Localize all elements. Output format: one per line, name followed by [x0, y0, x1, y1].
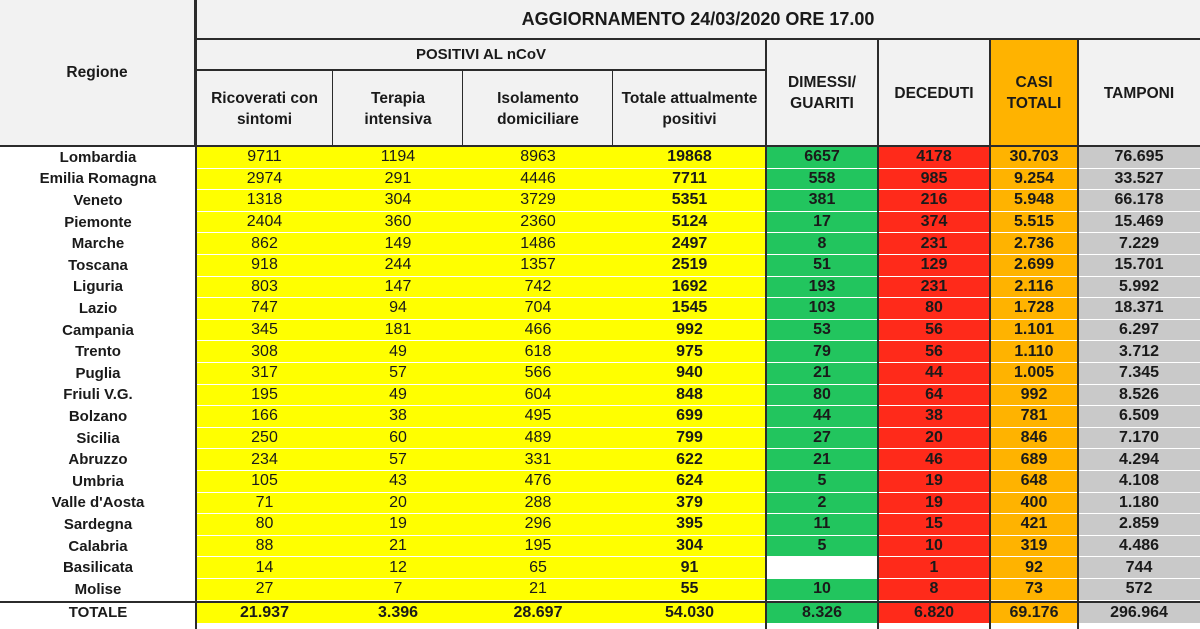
casi-totali-cell: 5.948	[990, 190, 1078, 211]
deceduti-cell: 56	[878, 320, 990, 341]
ricoverati-cell: 1318	[196, 190, 333, 211]
isolamento-header	[463, 71, 613, 146]
isolamento-cell: 604	[463, 385, 613, 406]
terapia-cell: 147	[333, 277, 463, 298]
region-cell: Lazio	[0, 298, 196, 319]
tamponi-cell: 8.526	[1078, 385, 1200, 406]
deceduti-cell: 374	[878, 212, 990, 233]
casi-totali-cell: 69.176	[990, 603, 1078, 624]
casi-totali-cell: 2.116	[990, 277, 1078, 298]
isolamento-cell: 566	[463, 363, 613, 384]
deceduti-cell: 56	[878, 341, 990, 362]
dimessi-cell: 2	[766, 493, 878, 514]
totale-positivi-cell: 2497	[613, 233, 766, 254]
region-cell: Trento	[0, 341, 196, 362]
isolamento-cell: 2360	[463, 212, 613, 233]
totale-positivi-cell: 55	[613, 579, 766, 600]
dimessi-cell: 193	[766, 277, 878, 298]
deceduti-cell: 985	[878, 169, 990, 190]
deceduti-cell: 80	[878, 298, 990, 319]
deceduti-cell: 46	[878, 449, 990, 470]
region-cell: Basilicata	[0, 557, 196, 578]
casi-totali-cell: 400	[990, 493, 1078, 514]
deceduti-cell: 19	[878, 493, 990, 514]
isolamento-cell: 288	[463, 493, 613, 514]
terapia-cell: 149	[333, 233, 463, 254]
dimessi-cell: 79	[766, 341, 878, 362]
region-cell: Campania	[0, 320, 196, 341]
isolamento-cell: 742	[463, 277, 613, 298]
positivi-group-label: POSITIVI AL nCoV	[415, 46, 546, 63]
totale-positivi-cell: 848	[613, 385, 766, 406]
terapia-cell: 19	[333, 514, 463, 535]
casi-totali-cell: 689	[990, 449, 1078, 470]
dimessi-cell: 6657	[766, 147, 878, 168]
dimessi-cell: 80	[766, 385, 878, 406]
ricoverati-cell: 918	[196, 255, 333, 276]
terapia-cell: 57	[333, 449, 463, 470]
region-cell: Veneto	[0, 190, 196, 211]
tamponi-header	[1078, 40, 1200, 146]
terapia-cell: 94	[333, 298, 463, 319]
region-cell: Valle d'Aosta	[0, 493, 196, 514]
deceduti-cell: 44	[878, 363, 990, 384]
tamponi-cell: 2.859	[1078, 514, 1200, 535]
dimessi-cell: 8.326	[766, 603, 878, 624]
tamponi-header-label: TAMPONI	[1103, 84, 1175, 102]
tamponi-cell: 33.527	[1078, 169, 1200, 190]
ricoverati-cell: 250	[196, 428, 333, 449]
dimessi-cell: 51	[766, 255, 878, 276]
ricoverati-cell: 14	[196, 557, 333, 578]
tamponi-cell: 6.509	[1078, 406, 1200, 427]
isolamento-cell: 8963	[463, 147, 613, 168]
tamponi-cell: 1.180	[1078, 493, 1200, 514]
totale-positivi-cell: 379	[613, 493, 766, 514]
casi-totali-cell: 648	[990, 471, 1078, 492]
region-cell: Sardegna	[0, 514, 196, 535]
isolamento-cell: 296	[463, 514, 613, 535]
positivi-group-header	[196, 40, 766, 71]
tamponi-cell: 4.486	[1078, 536, 1200, 557]
casi-totali-cell: 1.728	[990, 298, 1078, 319]
ricoverati-cell: 9711	[196, 147, 333, 168]
casi-totali-cell: 1.005	[990, 363, 1078, 384]
ricoverati-cell: 2404	[196, 212, 333, 233]
dimessi-cell: 27	[766, 428, 878, 449]
terapia-cell: 21	[333, 536, 463, 557]
deceduti-cell: 6.820	[878, 603, 990, 624]
dimessi-cell	[766, 557, 878, 578]
tamponi-cell: 7.345	[1078, 363, 1200, 384]
totale-positivi-cell: 304	[613, 536, 766, 557]
region-cell: Molise	[0, 579, 196, 600]
terapia-header-label: Terapia intensiva	[364, 89, 432, 128]
dimessi-cell: 8	[766, 233, 878, 254]
terapia-cell: 244	[333, 255, 463, 276]
column-divider	[765, 40, 767, 629]
totale-positivi-cell: 5124	[613, 212, 766, 233]
tamponi-cell: 7.229	[1078, 233, 1200, 254]
deceduti-cell: 38	[878, 406, 990, 427]
region-cell: Bolzano	[0, 406, 196, 427]
casi-totali-cell: 319	[990, 536, 1078, 557]
column-divider	[877, 40, 879, 629]
dimessi-cell: 381	[766, 190, 878, 211]
totale-positivi-cell: 975	[613, 341, 766, 362]
totale-positivi-cell: 395	[613, 514, 766, 535]
deceduti-cell: 4178	[878, 147, 990, 168]
casi-totali-header-label: CASI TOTALI	[1006, 74, 1062, 112]
totale-positivi-cell: 1545	[613, 298, 766, 319]
region-cell: Puglia	[0, 363, 196, 384]
casi-totali-cell: 2.699	[990, 255, 1078, 276]
isolamento-cell: 195	[463, 536, 613, 557]
tamponi-cell: 76.695	[1078, 147, 1200, 168]
region-cell: TOTALE	[0, 603, 196, 624]
dimessi-cell: 10	[766, 579, 878, 600]
tamponi-cell: 744	[1078, 557, 1200, 578]
dimessi-header-label: DIMESSI/ GUARITI	[787, 74, 857, 112]
totals-top-border	[0, 601, 1200, 603]
region-cell: Emilia Romagna	[0, 169, 196, 190]
region-cell: Friuli V.G.	[0, 385, 196, 406]
ricoverati-cell: 27	[196, 579, 333, 600]
isolamento-cell: 4446	[463, 169, 613, 190]
tamponi-cell: 15.469	[1078, 212, 1200, 233]
deceduti-cell: 129	[878, 255, 990, 276]
region-header-label: Regione	[66, 64, 128, 81]
dimessi-cell: 103	[766, 298, 878, 319]
tamponi-cell: 15.701	[1078, 255, 1200, 276]
casi-totali-cell: 5.515	[990, 212, 1078, 233]
ricoverati-header	[196, 71, 333, 146]
dimessi-cell: 21	[766, 363, 878, 384]
casi-totali-cell: 30.703	[990, 147, 1078, 168]
terapia-cell: 43	[333, 471, 463, 492]
totale-positivi-cell: 940	[613, 363, 766, 384]
casi-totali-cell: 1.101	[990, 320, 1078, 341]
totale-positivi-cell: 7711	[613, 169, 766, 190]
dimessi-header	[766, 40, 878, 146]
tamponi-cell: 4.108	[1078, 471, 1200, 492]
tamponi-cell: 66.178	[1078, 190, 1200, 211]
isolamento-cell: 65	[463, 557, 613, 578]
isolamento-cell: 3729	[463, 190, 613, 211]
deceduti-cell: 20	[878, 428, 990, 449]
totale-positivi-cell: 5351	[613, 190, 766, 211]
totale-positivi-cell: 622	[613, 449, 766, 470]
ricoverati-cell: 88	[196, 536, 333, 557]
header-bottom-border	[0, 145, 1200, 147]
terapia-header	[333, 71, 463, 146]
casi-totali-cell: 781	[990, 406, 1078, 427]
totale-positivi-cell: 19868	[613, 147, 766, 168]
column-divider	[195, 0, 197, 629]
ricoverati-cell: 803	[196, 277, 333, 298]
tamponi-cell: 6.297	[1078, 320, 1200, 341]
isolamento-cell: 1486	[463, 233, 613, 254]
terapia-cell: 49	[333, 385, 463, 406]
deceduti-cell: 1	[878, 557, 990, 578]
isolamento-cell: 495	[463, 406, 613, 427]
deceduti-cell: 231	[878, 233, 990, 254]
tamponi-cell: 7.170	[1078, 428, 1200, 449]
casi-totali-cell: 2.736	[990, 233, 1078, 254]
report-title	[196, 0, 1200, 40]
totale-positivi-header-label: Totale attualmente positivi	[621, 89, 758, 128]
column-divider	[989, 40, 991, 629]
casi-totali-header	[990, 40, 1078, 146]
terapia-cell: 7	[333, 579, 463, 600]
ricoverati-cell: 345	[196, 320, 333, 341]
ricoverati-header-label: Ricoverati con sintomi	[211, 89, 318, 128]
deceduti-cell: 216	[878, 190, 990, 211]
isolamento-cell: 28.697	[463, 603, 613, 624]
terapia-cell: 304	[333, 190, 463, 211]
deceduti-header-label: DECEDUTI	[894, 84, 974, 102]
isolamento-cell: 489	[463, 428, 613, 449]
column-divider	[332, 71, 333, 146]
terapia-cell: 60	[333, 428, 463, 449]
ricoverati-cell: 862	[196, 233, 333, 254]
dimessi-cell: 11	[766, 514, 878, 535]
isolamento-cell: 476	[463, 471, 613, 492]
ricoverati-cell: 105	[196, 471, 333, 492]
tamponi-cell: 3.712	[1078, 341, 1200, 362]
totale-positivi-cell: 799	[613, 428, 766, 449]
terapia-cell: 181	[333, 320, 463, 341]
ricoverati-cell: 21.937	[196, 603, 333, 624]
casi-totali-cell: 992	[990, 385, 1078, 406]
isolamento-cell: 466	[463, 320, 613, 341]
totale-positivi-cell: 54.030	[613, 603, 766, 624]
region-cell: Marche	[0, 233, 196, 254]
casi-totali-cell: 73	[990, 579, 1078, 600]
report-title-text: AGGIORNAMENTO 24/03/2020 ORE 17.00	[521, 8, 875, 29]
terapia-cell: 49	[333, 341, 463, 362]
ricoverati-cell: 195	[196, 385, 333, 406]
ricoverati-cell: 166	[196, 406, 333, 427]
deceduti-cell: 231	[878, 277, 990, 298]
dimessi-cell: 53	[766, 320, 878, 341]
ricoverati-cell: 747	[196, 298, 333, 319]
totale-positivi-header	[613, 71, 766, 146]
region-cell: Abruzzo	[0, 449, 196, 470]
casi-totali-cell: 421	[990, 514, 1078, 535]
dimessi-cell: 558	[766, 169, 878, 190]
region-cell: Calabria	[0, 536, 196, 557]
deceduti-cell: 8	[878, 579, 990, 600]
dimessi-cell: 44	[766, 406, 878, 427]
terapia-cell: 20	[333, 493, 463, 514]
dimessi-cell: 21	[766, 449, 878, 470]
ricoverati-cell: 80	[196, 514, 333, 535]
terapia-cell: 3.396	[333, 603, 463, 624]
isolamento-cell: 21	[463, 579, 613, 600]
casi-totali-cell: 9.254	[990, 169, 1078, 190]
ricoverati-cell: 234	[196, 449, 333, 470]
column-divider	[462, 71, 463, 146]
region-cell: Piemonte	[0, 212, 196, 233]
region-cell: Umbria	[0, 471, 196, 492]
casi-totali-cell: 92	[990, 557, 1078, 578]
tamponi-cell: 18.371	[1078, 298, 1200, 319]
dimessi-cell: 5	[766, 471, 878, 492]
casi-totali-cell: 846	[990, 428, 1078, 449]
terapia-cell: 291	[333, 169, 463, 190]
deceduti-cell: 64	[878, 385, 990, 406]
deceduti-cell: 19	[878, 471, 990, 492]
tamponi-cell: 5.992	[1078, 277, 1200, 298]
column-divider	[1077, 40, 1079, 629]
terapia-cell: 57	[333, 363, 463, 384]
ricoverati-cell: 317	[196, 363, 333, 384]
deceduti-header	[878, 40, 990, 146]
dimessi-cell: 5	[766, 536, 878, 557]
region-cell: Lombardia	[0, 147, 196, 168]
terapia-cell: 38	[333, 406, 463, 427]
totale-positivi-cell: 992	[613, 320, 766, 341]
terapia-cell: 360	[333, 212, 463, 233]
tamponi-cell: 296.964	[1078, 603, 1200, 624]
ricoverati-cell: 308	[196, 341, 333, 362]
dimessi-cell: 17	[766, 212, 878, 233]
isolamento-header-label: Isolamento domiciliare	[497, 89, 579, 128]
totale-positivi-cell: 1692	[613, 277, 766, 298]
ricoverati-cell: 71	[196, 493, 333, 514]
isolamento-cell: 704	[463, 298, 613, 319]
region-header	[0, 0, 196, 146]
region-cell: Sicilia	[0, 428, 196, 449]
casi-totali-cell: 1.110	[990, 341, 1078, 362]
totale-positivi-cell: 699	[613, 406, 766, 427]
deceduti-cell: 15	[878, 514, 990, 535]
region-cell: Toscana	[0, 255, 196, 276]
totale-positivi-cell: 2519	[613, 255, 766, 276]
terapia-cell: 1194	[333, 147, 463, 168]
isolamento-cell: 618	[463, 341, 613, 362]
totale-positivi-cell: 624	[613, 471, 766, 492]
terapia-cell: 12	[333, 557, 463, 578]
tamponi-cell: 572	[1078, 579, 1200, 600]
column-divider	[612, 71, 613, 146]
tamponi-cell: 4.294	[1078, 449, 1200, 470]
isolamento-cell: 331	[463, 449, 613, 470]
isolamento-cell: 1357	[463, 255, 613, 276]
deceduti-cell: 10	[878, 536, 990, 557]
ricoverati-cell: 2974	[196, 169, 333, 190]
totale-positivi-cell: 91	[613, 557, 766, 578]
region-cell: Liguria	[0, 277, 196, 298]
